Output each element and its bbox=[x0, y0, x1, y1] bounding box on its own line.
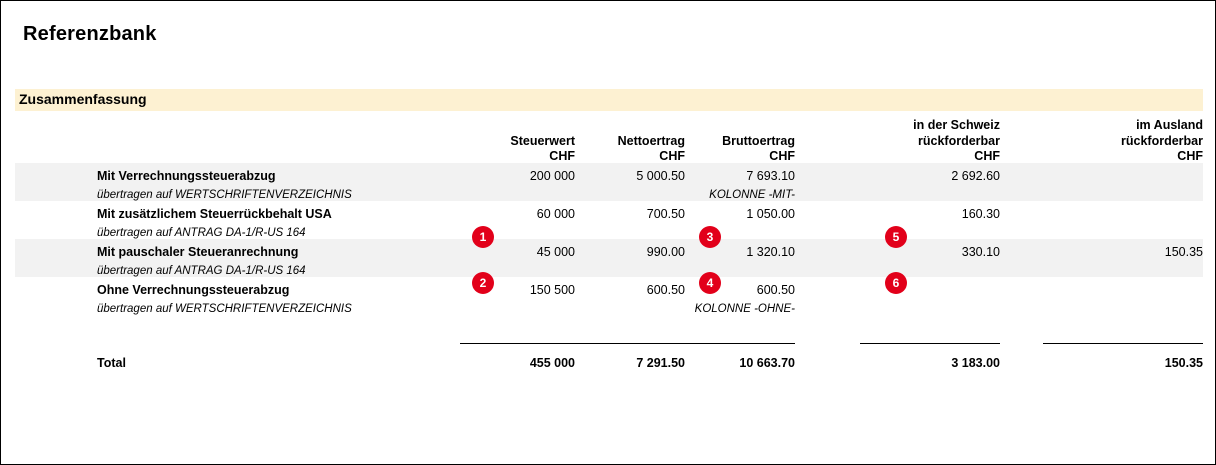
subrow-schweiz bbox=[860, 183, 1000, 201]
row-steuerwert: 45 000 bbox=[460, 239, 575, 259]
table-subrow bbox=[15, 259, 1203, 277]
row-sublabel: übertragen auf ANTRAG DA-1/R-US 164 bbox=[15, 259, 405, 277]
subrow-ausland bbox=[1043, 183, 1203, 201]
summary-table bbox=[15, 117, 1203, 370]
currency-nettoertrag: CHF bbox=[659, 149, 685, 163]
subrow-gap3 bbox=[1000, 221, 1043, 239]
row-steuerwert: 150 500 bbox=[529, 283, 575, 297]
row-nettoertrag: 990.00 bbox=[575, 239, 685, 259]
table-row bbox=[15, 239, 1203, 259]
section-title: Zusammenfassung bbox=[19, 91, 147, 107]
row-subnote: KOLONNE -MIT- bbox=[685, 183, 795, 201]
row-schweiz bbox=[860, 277, 1000, 297]
column-header-nettoertrag bbox=[575, 117, 685, 149]
table-header-row bbox=[15, 117, 1203, 149]
currency-spacer bbox=[15, 149, 405, 163]
row-sublabel: übertragen auf ANTRAG DA-1/R-US 164 bbox=[97, 227, 306, 239]
row-ausland bbox=[1043, 201, 1203, 221]
column-header-schweiz bbox=[860, 117, 1000, 149]
row-gap2 bbox=[795, 201, 860, 221]
row-nettoertrag: 600.50 bbox=[646, 283, 685, 297]
row-schweiz: 160.30 bbox=[961, 207, 1000, 221]
column-header-ausland-line1: im Ausland bbox=[1136, 118, 1203, 132]
subrow-gap2 bbox=[795, 297, 860, 315]
subrow-gap bbox=[405, 297, 460, 315]
header-gap3 bbox=[1000, 117, 1043, 149]
spacer-cell bbox=[460, 315, 575, 344]
subrow-steuerwert bbox=[460, 183, 575, 201]
row-ausland bbox=[1043, 277, 1203, 297]
subrow-ausland bbox=[1043, 259, 1203, 277]
row-gap3 bbox=[1000, 277, 1043, 297]
row-gap3 bbox=[1000, 239, 1043, 259]
row-label: Mit zusätzlichem Steuerrückbehalt USA bbox=[97, 207, 332, 221]
row-gap3 bbox=[1000, 201, 1043, 221]
column-header-schweiz-line1: in der Schweiz bbox=[913, 118, 1000, 132]
table-row bbox=[15, 201, 1203, 221]
section-header-band bbox=[15, 89, 1203, 111]
subrow-ausland bbox=[1043, 221, 1203, 239]
spacer-cell bbox=[405, 315, 460, 344]
total-gap bbox=[405, 344, 460, 371]
subrow-gap3 bbox=[1000, 297, 1043, 315]
row-gap2 bbox=[795, 163, 860, 183]
spacer-cell bbox=[15, 315, 405, 344]
currency-bruttoertrag: CHF bbox=[769, 149, 795, 163]
row-bruttoertrag: 7 693.10 bbox=[685, 163, 795, 183]
row-steuerwert: 60 000 bbox=[536, 207, 575, 221]
row-bruttoertrag: 1 050.00 bbox=[746, 207, 795, 221]
annotation-badge-5: 5 bbox=[885, 226, 907, 248]
row-nettoertrag: 5 000.50 bbox=[575, 163, 685, 183]
total-row bbox=[15, 344, 1203, 371]
page-title: Referenzbank bbox=[23, 23, 157, 45]
currency-ausland: CHF bbox=[1177, 149, 1203, 163]
currency-gap bbox=[405, 149, 460, 163]
total-label: Total bbox=[97, 356, 126, 370]
column-header-steuerwert bbox=[460, 117, 575, 149]
subrow-ausland bbox=[1043, 297, 1203, 315]
subrow-nettoertrag bbox=[575, 297, 685, 315]
spacer-cell bbox=[575, 315, 685, 344]
total-nettoertrag: 7 291.50 bbox=[575, 344, 685, 371]
row-label: Mit pauschaler Steueranrechnung bbox=[15, 239, 405, 259]
header-gap bbox=[405, 117, 460, 149]
subrow-gap bbox=[405, 183, 460, 201]
row-schweiz: 330.10 bbox=[860, 239, 1000, 259]
subrow-gap bbox=[405, 259, 460, 277]
row-bruttoertrag: 1 320.10 bbox=[685, 239, 795, 259]
total-ausland: 150.35 bbox=[1043, 344, 1203, 371]
currency-gap3 bbox=[1000, 149, 1043, 163]
total-bruttoertrag: 10 663.70 bbox=[685, 344, 795, 371]
row-gap bbox=[405, 163, 460, 183]
row-gap bbox=[405, 201, 460, 221]
column-header-bruttoertrag-line1: Bruttoertrag bbox=[722, 134, 795, 148]
total-schweiz: 3 183.00 bbox=[860, 344, 1000, 371]
total-gap2 bbox=[795, 344, 860, 371]
row-subnote: KOLONNE -OHNE- bbox=[694, 303, 795, 315]
subrow-gap3 bbox=[1000, 259, 1043, 277]
row-sublabel: übertragen auf WERTSCHRIFTENVERZEICHNIS bbox=[15, 183, 405, 201]
column-header-schweiz-line2: rückforderbar bbox=[918, 134, 1000, 148]
table-spacer-row bbox=[15, 315, 1203, 344]
subrow-schweiz bbox=[860, 221, 1000, 239]
total-gap3 bbox=[1000, 344, 1043, 371]
spacer-cell bbox=[795, 315, 860, 344]
row-schweiz: 2 692.60 bbox=[860, 163, 1000, 183]
table-subrow bbox=[15, 183, 1203, 201]
row-gap bbox=[405, 239, 460, 259]
subrow-gap3 bbox=[1000, 183, 1043, 201]
header-gap2 bbox=[795, 117, 860, 149]
subrow-nettoertrag bbox=[575, 183, 685, 201]
column-header-steuerwert-line1: Steuerwert bbox=[510, 134, 575, 148]
column-header-ausland bbox=[1043, 117, 1203, 149]
row-bruttoertrag: 600.50 bbox=[756, 283, 795, 297]
column-header-ausland-line2: rückforderbar bbox=[1121, 134, 1203, 148]
table-subrow bbox=[15, 221, 1203, 239]
spacer-cell bbox=[1043, 315, 1203, 344]
total-steuerwert: 455 000 bbox=[460, 344, 575, 371]
row-sublabel: übertragen auf WERTSCHRIFTENVERZEICHNIS bbox=[97, 303, 352, 315]
annotation-badge-3: 3 bbox=[699, 226, 721, 248]
table-row bbox=[15, 277, 1203, 297]
row-nettoertrag: 700.50 bbox=[646, 207, 685, 221]
column-header-bruttoertrag bbox=[685, 117, 795, 149]
row-steuerwert: 200 000 bbox=[460, 163, 575, 183]
row-label: Mit Verrechnungssteuerabzug bbox=[15, 163, 405, 183]
row-label: Ohne Verrechnungssteuerabzug bbox=[97, 283, 290, 297]
row-ausland bbox=[1043, 163, 1203, 183]
subrow-schweiz bbox=[860, 259, 1000, 277]
row-ausland: 150.35 bbox=[1043, 239, 1203, 259]
table-row bbox=[15, 163, 1203, 183]
subrow-nettoertrag bbox=[575, 221, 685, 239]
currency-gap2 bbox=[795, 149, 860, 163]
subrow-gap bbox=[405, 221, 460, 239]
row-gap2 bbox=[795, 239, 860, 259]
annotation-badge-6: 6 bbox=[885, 272, 907, 294]
annotation-badge-1: 1 bbox=[472, 226, 494, 248]
spacer-cell bbox=[685, 315, 795, 344]
column-header-nettoertrag-line1: Nettoertrag bbox=[617, 134, 685, 148]
table-subrow bbox=[15, 297, 1203, 315]
subrow-steuerwert bbox=[460, 297, 575, 315]
currency-steuerwert: CHF bbox=[549, 149, 575, 163]
row-gap3 bbox=[1000, 163, 1043, 183]
subrow-gap2 bbox=[795, 183, 860, 201]
row-gap2 bbox=[795, 277, 860, 297]
annotation-badge-4: 4 bbox=[699, 272, 721, 294]
header-spacer bbox=[15, 117, 405, 149]
row-gap bbox=[405, 277, 460, 297]
annotation-badge-2: 2 bbox=[472, 272, 494, 294]
subrow-gap2 bbox=[795, 221, 860, 239]
spacer-cell bbox=[860, 315, 1000, 344]
currency-row bbox=[15, 149, 1203, 163]
subrow-gap2 bbox=[795, 259, 860, 277]
subrow-schweiz bbox=[860, 297, 1000, 315]
currency-schweiz: CHF bbox=[974, 149, 1000, 163]
subrow-nettoertrag bbox=[575, 259, 685, 277]
spacer-cell bbox=[1000, 315, 1043, 344]
